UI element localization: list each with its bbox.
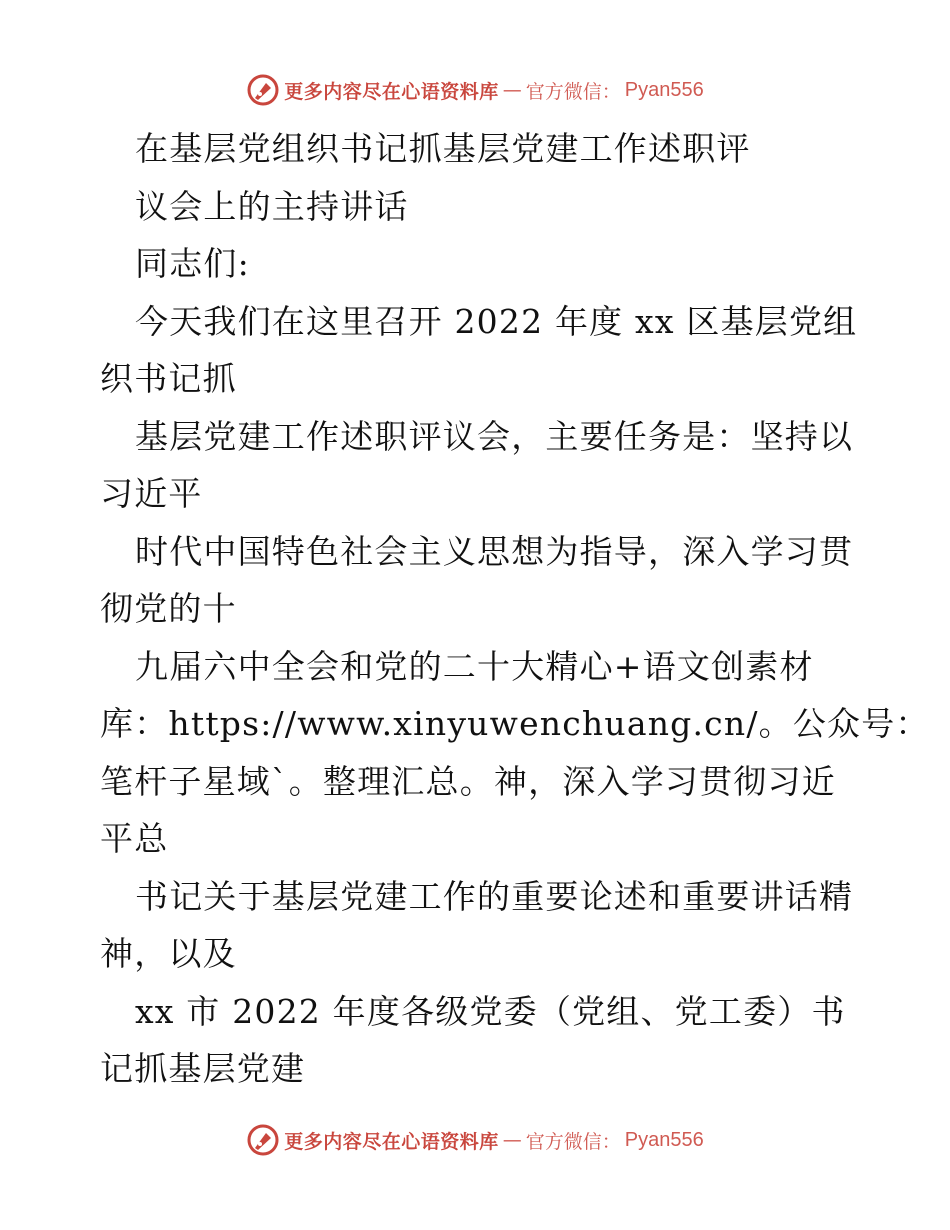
document-salutation: 同志们: <box>135 244 250 283</box>
banner-official-label: 官方微信： <box>525 1130 621 1153</box>
document-line: 时代中国特色社会主义思想为指导，深入学习贯 <box>135 531 854 571</box>
document-line: 彻党的十 <box>100 589 237 628</box>
document-body <box>100 120 930 1098</box>
document-title-line-2: 议会上的主持讲话 <box>135 186 409 226</box>
footer-banner <box>0 1120 950 1160</box>
banner-dash: — <box>502 1129 522 1151</box>
pen-nib-circle-icon <box>246 1123 280 1157</box>
pen-nib-circle-icon <box>246 73 280 107</box>
document-line: 基层党建工作述职评议会，主要任务是：坚持以 <box>135 416 854 456</box>
document-line: 九届六中全会和党的二十大精心+语文创素材 <box>135 646 814 686</box>
header-banner <box>0 70 950 110</box>
document-line: 平总 <box>100 819 169 858</box>
document-line: 今天我们在这里召开 2022 年度 xx 区基层党组 <box>135 301 858 341</box>
document-line: 记抓基层党建 <box>100 1049 306 1088</box>
banner-dash: — <box>502 79 522 101</box>
document-line: 库：https://www.xinyuwenchuang.cn/。公众号： <box>100 704 930 743</box>
banner-official-label: 官方微信： <box>525 80 621 103</box>
document-line: xx 市 2022 年度各级党委（党组、党工委）书 <box>135 991 846 1031</box>
banner-account-id: Pyan556 <box>624 78 704 101</box>
document-line: 习近平 <box>100 474 203 513</box>
document-line: 笔杆子星域`。整理汇总。神，深入学习贯彻习近 <box>100 761 836 801</box>
document-title-line-1: 在基层党组织书记抓基层党建工作述职评 <box>135 129 751 168</box>
document-line: 织书记抓 <box>100 359 237 398</box>
document-line: 神，以及 <box>100 934 237 973</box>
document-line: 书记关于基层党建工作的重要论述和重要讲话精 <box>135 876 854 916</box>
banner-brand-text: 更多内容尽在心语资料库 <box>284 1130 499 1153</box>
banner-account-id: Pyan556 <box>624 1128 704 1151</box>
banner-brand-text: 更多内容尽在心语资料库 <box>284 80 499 103</box>
